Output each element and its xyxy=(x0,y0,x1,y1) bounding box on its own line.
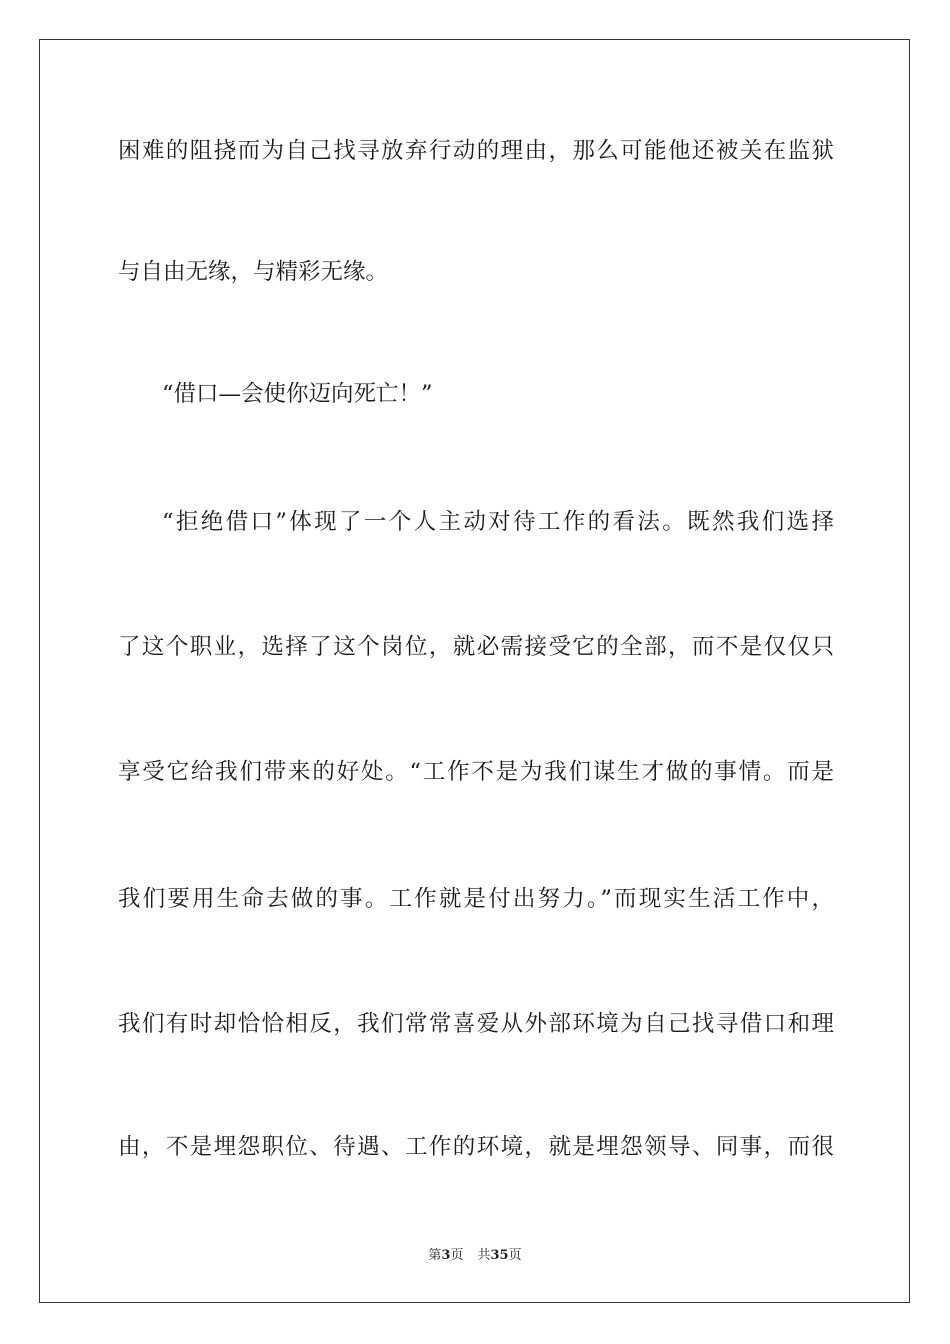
page-suffix: 页 xyxy=(450,1248,464,1263)
text-line-6: 享受它给我们带来的好处。“工作不是为我们谋生才做的事情。而是 xyxy=(118,759,834,785)
text-line-2: 与自由无缘，与精彩无缘。 xyxy=(118,259,389,285)
page-border xyxy=(39,39,910,1303)
text-line-9: 由，不是埋怨职位、待遇、工作的环境，就是埋怨领导、同事，而很 xyxy=(118,1134,834,1160)
text-line-7: 我们要用生命去做的事。工作就是付出努力。”而现实生活工作中， xyxy=(118,886,834,912)
page-current: 3 xyxy=(441,1248,451,1263)
text-line-1: 困难的阻挠而为自己找寻放弃行动的理由，那么可能他还被关在监狱 xyxy=(118,138,834,164)
text-line-8: 我们有时却恰恰相反，我们常常喜爱从外部环境为自己找寻借口和理 xyxy=(118,1011,834,1037)
page-footer xyxy=(0,1247,950,1265)
total-prefix: 共 xyxy=(477,1248,491,1263)
page-prefix: 第 xyxy=(428,1248,442,1263)
total-suffix: 页 xyxy=(508,1248,522,1263)
text-line-3: “借口—会使你迈向死亡！” xyxy=(162,381,433,407)
text-line-4: “拒绝借口”体现了一个人主动对待工作的看法。既然我们选择 xyxy=(162,509,834,535)
page-total: 35 xyxy=(490,1248,509,1263)
text-line-5: 了这个职业，选择了这个岗位，就必需接受它的全部，而不是仅仅只 xyxy=(118,634,834,660)
